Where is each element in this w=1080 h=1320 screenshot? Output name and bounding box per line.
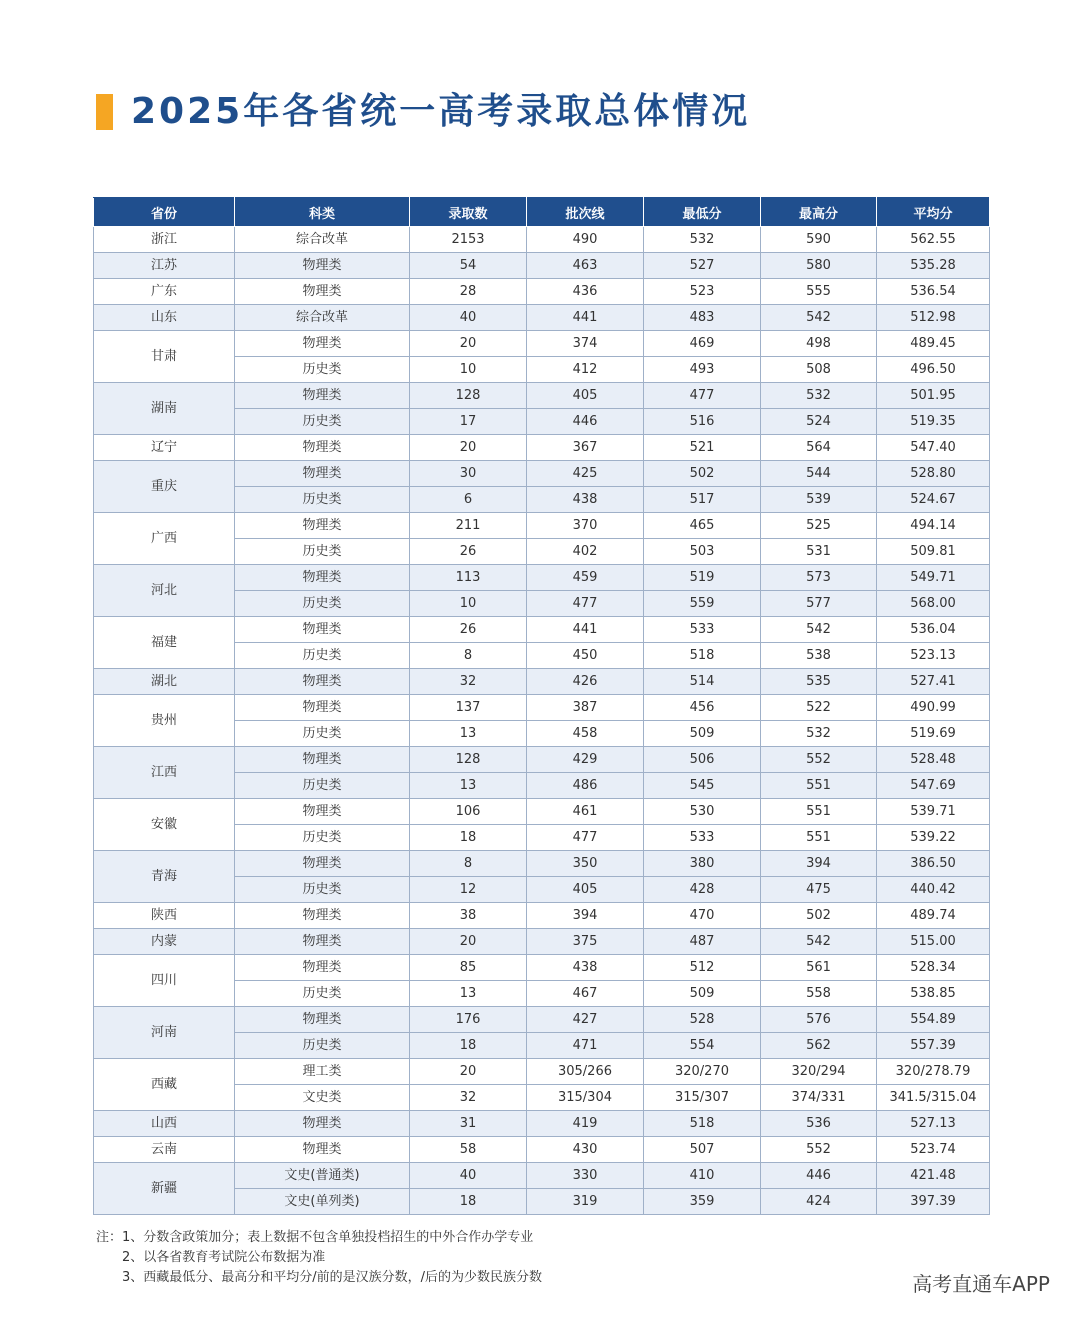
table-cell: 465 — [644, 513, 761, 539]
table-cell: 490.99 — [877, 695, 990, 721]
table-cell: 547.40 — [877, 435, 990, 461]
table-cell: 物理类 — [235, 1007, 410, 1033]
column-header: 科类 — [235, 198, 410, 227]
table-cell: 498 — [761, 331, 877, 357]
table-cell: 28 — [410, 279, 527, 305]
table-cell: 562.55 — [877, 227, 990, 253]
table-cell: 394 — [527, 903, 644, 929]
table-cell: 8 — [410, 643, 527, 669]
table-cell: 386.50 — [877, 851, 990, 877]
table-row — [94, 461, 990, 487]
table-cell: 30 — [410, 461, 527, 487]
table-cell: 物理类 — [235, 383, 410, 409]
table-cell: 315/304 — [527, 1085, 644, 1111]
watermark-text: 高考直通车APP — [912, 1272, 1050, 1296]
table-cell: 320/270 — [644, 1059, 761, 1085]
table-cell: 历史类 — [235, 357, 410, 383]
table-cell: 514 — [644, 669, 761, 695]
province-cell: 江西 — [94, 747, 235, 799]
table-cell: 物理类 — [235, 617, 410, 643]
table-cell: 577 — [761, 591, 877, 617]
table-cell: 128 — [410, 747, 527, 773]
table-cell: 576 — [761, 1007, 877, 1033]
column-header: 平均分 — [877, 198, 990, 227]
table-cell: 428 — [644, 877, 761, 903]
table-row — [94, 669, 990, 695]
table-cell: 物理类 — [235, 435, 410, 461]
table-cell: 物理类 — [235, 565, 410, 591]
column-header: 最低分 — [644, 198, 761, 227]
page-header — [96, 92, 750, 132]
table-cell: 554 — [644, 1033, 761, 1059]
table-cell: 527.41 — [877, 669, 990, 695]
table-cell: 13 — [410, 721, 527, 747]
table-cell: 2153 — [410, 227, 527, 253]
table-cell: 397.39 — [877, 1189, 990, 1215]
table-cell: 559 — [644, 591, 761, 617]
table-row — [94, 305, 990, 331]
table-cell: 509 — [644, 721, 761, 747]
province-cell: 安徽 — [94, 799, 235, 851]
table-cell: 535 — [761, 669, 877, 695]
table-cell: 564 — [761, 435, 877, 461]
table-cell: 477 — [644, 383, 761, 409]
table-cell: 557.39 — [877, 1033, 990, 1059]
table-cell: 523 — [644, 279, 761, 305]
table-row — [94, 253, 990, 279]
table-cell: 32 — [410, 669, 527, 695]
table-cell: 489.45 — [877, 331, 990, 357]
table-cell: 470 — [644, 903, 761, 929]
table-cell: 545 — [644, 773, 761, 799]
province-cell: 河北 — [94, 565, 235, 617]
table-cell: 502 — [761, 903, 877, 929]
table-cell: 6 — [410, 487, 527, 513]
table-cell: 26 — [410, 617, 527, 643]
table-cell: 374 — [527, 331, 644, 357]
table-row — [94, 279, 990, 305]
table-cell: 517 — [644, 487, 761, 513]
table-cell: 562 — [761, 1033, 877, 1059]
table-cell: 341.5/315.04 — [877, 1085, 990, 1111]
table-cell: 367 — [527, 435, 644, 461]
table-cell: 509 — [644, 981, 761, 1007]
table-cell: 493 — [644, 357, 761, 383]
table-cell: 568.00 — [877, 591, 990, 617]
table-cell: 物理类 — [235, 955, 410, 981]
table-cell: 历史类 — [235, 1033, 410, 1059]
table-cell: 531 — [761, 539, 877, 565]
table-cell: 319 — [527, 1189, 644, 1215]
table-cell: 521 — [644, 435, 761, 461]
table-cell: 18 — [410, 825, 527, 851]
table-cell: 487 — [644, 929, 761, 955]
table-cell: 430 — [527, 1137, 644, 1163]
table-cell: 421.48 — [877, 1163, 990, 1189]
table-row — [94, 695, 990, 721]
table-cell: 524 — [761, 409, 877, 435]
table-cell: 539 — [761, 487, 877, 513]
table-cell: 26 — [410, 539, 527, 565]
table-cell: 20 — [410, 1059, 527, 1085]
table-cell: 31 — [410, 1111, 527, 1137]
province-cell: 江苏 — [94, 253, 235, 279]
table-cell: 历史类 — [235, 981, 410, 1007]
table-row — [94, 227, 990, 253]
table-cell: 533 — [644, 617, 761, 643]
table-cell: 475 — [761, 877, 877, 903]
table-cell: 450 — [527, 643, 644, 669]
table-cell: 536.54 — [877, 279, 990, 305]
table-cell: 538.85 — [877, 981, 990, 1007]
table-cell: 38 — [410, 903, 527, 929]
table-row — [94, 799, 990, 825]
table-cell: 554.89 — [877, 1007, 990, 1033]
table-cell: 552 — [761, 747, 877, 773]
table-cell: 463 — [527, 253, 644, 279]
table-cell: 523.74 — [877, 1137, 990, 1163]
table-cell: 18 — [410, 1033, 527, 1059]
table-cell: 436 — [527, 279, 644, 305]
table-cell: 536.04 — [877, 617, 990, 643]
table-cell: 528.48 — [877, 747, 990, 773]
table-cell: 551 — [761, 799, 877, 825]
table-cell: 375 — [527, 929, 644, 955]
table-cell: 528.80 — [877, 461, 990, 487]
table-cell: 394 — [761, 851, 877, 877]
province-cell: 青海 — [94, 851, 235, 903]
table-cell: 文史(单列类) — [235, 1189, 410, 1215]
province-cell: 云南 — [94, 1137, 235, 1163]
table-cell: 503 — [644, 539, 761, 565]
table-cell: 387 — [527, 695, 644, 721]
table-row — [94, 851, 990, 877]
table-cell: 542 — [761, 617, 877, 643]
table-cell: 8 — [410, 851, 527, 877]
table-row — [94, 929, 990, 955]
table-cell: 555 — [761, 279, 877, 305]
table-cell: 525 — [761, 513, 877, 539]
table-cell: 物理类 — [235, 279, 410, 305]
table-cell: 137 — [410, 695, 527, 721]
table-cell: 441 — [527, 305, 644, 331]
table-cell: 10 — [410, 591, 527, 617]
table-cell: 501.95 — [877, 383, 990, 409]
table-row — [94, 383, 990, 409]
table-cell: 467 — [527, 981, 644, 1007]
column-header: 最高分 — [761, 198, 877, 227]
page-title: 2025年各省统一高考录取总体情况 — [131, 91, 751, 132]
table-cell: 547.69 — [877, 773, 990, 799]
admission-table — [93, 197, 990, 1215]
table-body — [94, 227, 990, 1215]
column-header: 录取数 — [410, 198, 527, 227]
province-cell: 山东 — [94, 305, 235, 331]
table-cell: 539.22 — [877, 825, 990, 851]
table-cell: 506 — [644, 747, 761, 773]
province-cell: 浙江 — [94, 227, 235, 253]
table-row — [94, 1111, 990, 1137]
table-cell: 519 — [644, 565, 761, 591]
table-cell: 350 — [527, 851, 644, 877]
table-cell: 496.50 — [877, 357, 990, 383]
table-cell: 20 — [410, 435, 527, 461]
table-cell: 527 — [644, 253, 761, 279]
table-cell: 380 — [644, 851, 761, 877]
table-cell: 10 — [410, 357, 527, 383]
table-cell: 489.74 — [877, 903, 990, 929]
table-cell: 历史类 — [235, 487, 410, 513]
column-header: 省份 — [94, 198, 235, 227]
table-row — [94, 513, 990, 539]
table-cell: 330 — [527, 1163, 644, 1189]
table-row — [94, 1137, 990, 1163]
admission-table-container — [93, 197, 989, 1215]
province-cell: 西藏 — [94, 1059, 235, 1111]
table-row — [94, 331, 990, 357]
table-cell: 512.98 — [877, 305, 990, 331]
table-cell: 320/294 — [761, 1059, 877, 1085]
table-cell: 文史类 — [235, 1085, 410, 1111]
table-row — [94, 955, 990, 981]
province-cell: 湖北 — [94, 669, 235, 695]
table-cell: 532 — [761, 383, 877, 409]
table-cell: 427 — [527, 1007, 644, 1033]
table-cell: 20 — [410, 929, 527, 955]
table-cell: 429 — [527, 747, 644, 773]
table-cell: 440.42 — [877, 877, 990, 903]
table-header-row — [94, 198, 990, 227]
table-cell: 物理类 — [235, 1111, 410, 1137]
province-cell: 河南 — [94, 1007, 235, 1059]
table-cell: 558 — [761, 981, 877, 1007]
province-cell: 广东 — [94, 279, 235, 305]
table-cell: 483 — [644, 305, 761, 331]
table-cell: 425 — [527, 461, 644, 487]
table-cell: 13 — [410, 773, 527, 799]
table-row — [94, 617, 990, 643]
table-cell: 426 — [527, 669, 644, 695]
table-cell: 综合改革 — [235, 227, 410, 253]
footnote-2: 2、以各省教育考试院公布数据为准 — [122, 1250, 326, 1265]
table-cell: 历史类 — [235, 825, 410, 851]
province-cell: 广西 — [94, 513, 235, 565]
table-cell: 370 — [527, 513, 644, 539]
table-cell: 405 — [527, 877, 644, 903]
table-cell: 536 — [761, 1111, 877, 1137]
table-cell: 20 — [410, 331, 527, 357]
table-row — [94, 1007, 990, 1033]
table-cell: 523.13 — [877, 643, 990, 669]
table-cell: 历史类 — [235, 643, 410, 669]
table-cell: 533 — [644, 825, 761, 851]
table-cell: 历史类 — [235, 773, 410, 799]
table-cell: 542 — [761, 929, 877, 955]
table-cell: 477 — [527, 825, 644, 851]
table-cell: 物理类 — [235, 331, 410, 357]
table-cell: 532 — [644, 227, 761, 253]
table-cell: 518 — [644, 643, 761, 669]
table-cell: 物理类 — [235, 851, 410, 877]
table-cell: 113 — [410, 565, 527, 591]
table-cell: 32 — [410, 1085, 527, 1111]
footnotes — [96, 1228, 542, 1288]
table-cell: 历史类 — [235, 409, 410, 435]
table-cell: 438 — [527, 487, 644, 513]
table-cell: 551 — [761, 825, 877, 851]
table-cell: 524.67 — [877, 487, 990, 513]
table-cell: 物理类 — [235, 903, 410, 929]
table-cell: 85 — [410, 955, 527, 981]
table-cell: 516 — [644, 409, 761, 435]
table-cell: 538 — [761, 643, 877, 669]
table-cell: 54 — [410, 253, 527, 279]
table-cell: 128 — [410, 383, 527, 409]
table-cell: 424 — [761, 1189, 877, 1215]
table-cell: 17 — [410, 409, 527, 435]
footnote-3: 3、西藏最低分、最高分和平均分/前的是汉族分数，/后的为少数民族分数 — [122, 1270, 543, 1285]
table-cell: 320/278.79 — [877, 1059, 990, 1085]
table-cell: 530 — [644, 799, 761, 825]
table-cell: 物理类 — [235, 1137, 410, 1163]
table-cell: 综合改革 — [235, 305, 410, 331]
table-cell: 528.34 — [877, 955, 990, 981]
table-cell: 438 — [527, 955, 644, 981]
province-cell: 湖南 — [94, 383, 235, 435]
table-cell: 486 — [527, 773, 644, 799]
table-cell: 561 — [761, 955, 877, 981]
table-cell: 528 — [644, 1007, 761, 1033]
province-cell: 福建 — [94, 617, 235, 669]
table-cell: 522 — [761, 695, 877, 721]
table-cell: 176 — [410, 1007, 527, 1033]
province-cell: 陕西 — [94, 903, 235, 929]
table-cell: 历史类 — [235, 877, 410, 903]
table-cell: 物理类 — [235, 929, 410, 955]
table-cell: 573 — [761, 565, 877, 591]
province-cell: 贵州 — [94, 695, 235, 747]
table-cell: 文史(普通类) — [235, 1163, 410, 1189]
province-cell: 甘肃 — [94, 331, 235, 383]
table-cell: 544 — [761, 461, 877, 487]
table-cell: 502 — [644, 461, 761, 487]
table-cell: 469 — [644, 331, 761, 357]
table-cell: 527.13 — [877, 1111, 990, 1137]
table-cell: 458 — [527, 721, 644, 747]
table-cell: 590 — [761, 227, 877, 253]
table-cell: 515.00 — [877, 929, 990, 955]
table-cell: 物理类 — [235, 799, 410, 825]
footnote-1: 注：1、分数含政策加分；表上数据不包含单独投档招生的中外合作办学专业 — [96, 1230, 534, 1245]
table-cell: 461 — [527, 799, 644, 825]
table-cell: 580 — [761, 253, 877, 279]
table-cell: 理工类 — [235, 1059, 410, 1085]
table-cell: 106 — [410, 799, 527, 825]
province-cell: 重庆 — [94, 461, 235, 513]
table-cell: 历史类 — [235, 721, 410, 747]
table-row — [94, 1059, 990, 1085]
table-cell: 历史类 — [235, 591, 410, 617]
province-cell: 内蒙 — [94, 929, 235, 955]
table-cell: 552 — [761, 1137, 877, 1163]
table-cell: 494.14 — [877, 513, 990, 539]
province-cell: 辽宁 — [94, 435, 235, 461]
table-cell: 40 — [410, 1163, 527, 1189]
table-row — [94, 565, 990, 591]
table-cell: 物理类 — [235, 747, 410, 773]
table-row — [94, 435, 990, 461]
table-cell: 446 — [527, 409, 644, 435]
table-cell: 211 — [410, 513, 527, 539]
province-cell: 山西 — [94, 1111, 235, 1137]
table-cell: 历史类 — [235, 539, 410, 565]
table-cell: 58 — [410, 1137, 527, 1163]
table-cell: 507 — [644, 1137, 761, 1163]
table-cell: 12 — [410, 877, 527, 903]
table-cell: 549.71 — [877, 565, 990, 591]
table-cell: 402 — [527, 539, 644, 565]
table-cell: 509.81 — [877, 539, 990, 565]
table-cell: 441 — [527, 617, 644, 643]
table-cell: 539.71 — [877, 799, 990, 825]
table-cell: 412 — [527, 357, 644, 383]
table-cell: 410 — [644, 1163, 761, 1189]
table-cell: 物理类 — [235, 513, 410, 539]
table-cell: 446 — [761, 1163, 877, 1189]
table-cell: 359 — [644, 1189, 761, 1215]
table-cell: 305/266 — [527, 1059, 644, 1085]
column-header: 批次线 — [527, 198, 644, 227]
table-cell: 551 — [761, 773, 877, 799]
table-cell: 456 — [644, 695, 761, 721]
province-cell: 新疆 — [94, 1163, 235, 1215]
table-cell: 477 — [527, 591, 644, 617]
table-cell: 519.69 — [877, 721, 990, 747]
table-row — [94, 747, 990, 773]
table-cell: 315/307 — [644, 1085, 761, 1111]
table-cell: 物理类 — [235, 253, 410, 279]
table-cell: 物理类 — [235, 695, 410, 721]
table-cell: 物理类 — [235, 461, 410, 487]
table-cell: 405 — [527, 383, 644, 409]
table-cell: 508 — [761, 357, 877, 383]
title-accent-bar — [96, 94, 113, 130]
table-cell: 物理类 — [235, 669, 410, 695]
table-cell: 532 — [761, 721, 877, 747]
table-cell: 490 — [527, 227, 644, 253]
table-row — [94, 1163, 990, 1189]
table-cell: 459 — [527, 565, 644, 591]
table-cell: 471 — [527, 1033, 644, 1059]
table-cell: 535.28 — [877, 253, 990, 279]
province-cell: 四川 — [94, 955, 235, 1007]
table-cell: 40 — [410, 305, 527, 331]
table-cell: 13 — [410, 981, 527, 1007]
table-cell: 518 — [644, 1111, 761, 1137]
table-cell: 512 — [644, 955, 761, 981]
table-row — [94, 903, 990, 929]
table-cell: 419 — [527, 1111, 644, 1137]
table-cell: 18 — [410, 1189, 527, 1215]
table-cell: 374/331 — [761, 1085, 877, 1111]
table-cell: 519.35 — [877, 409, 990, 435]
table-cell: 542 — [761, 305, 877, 331]
